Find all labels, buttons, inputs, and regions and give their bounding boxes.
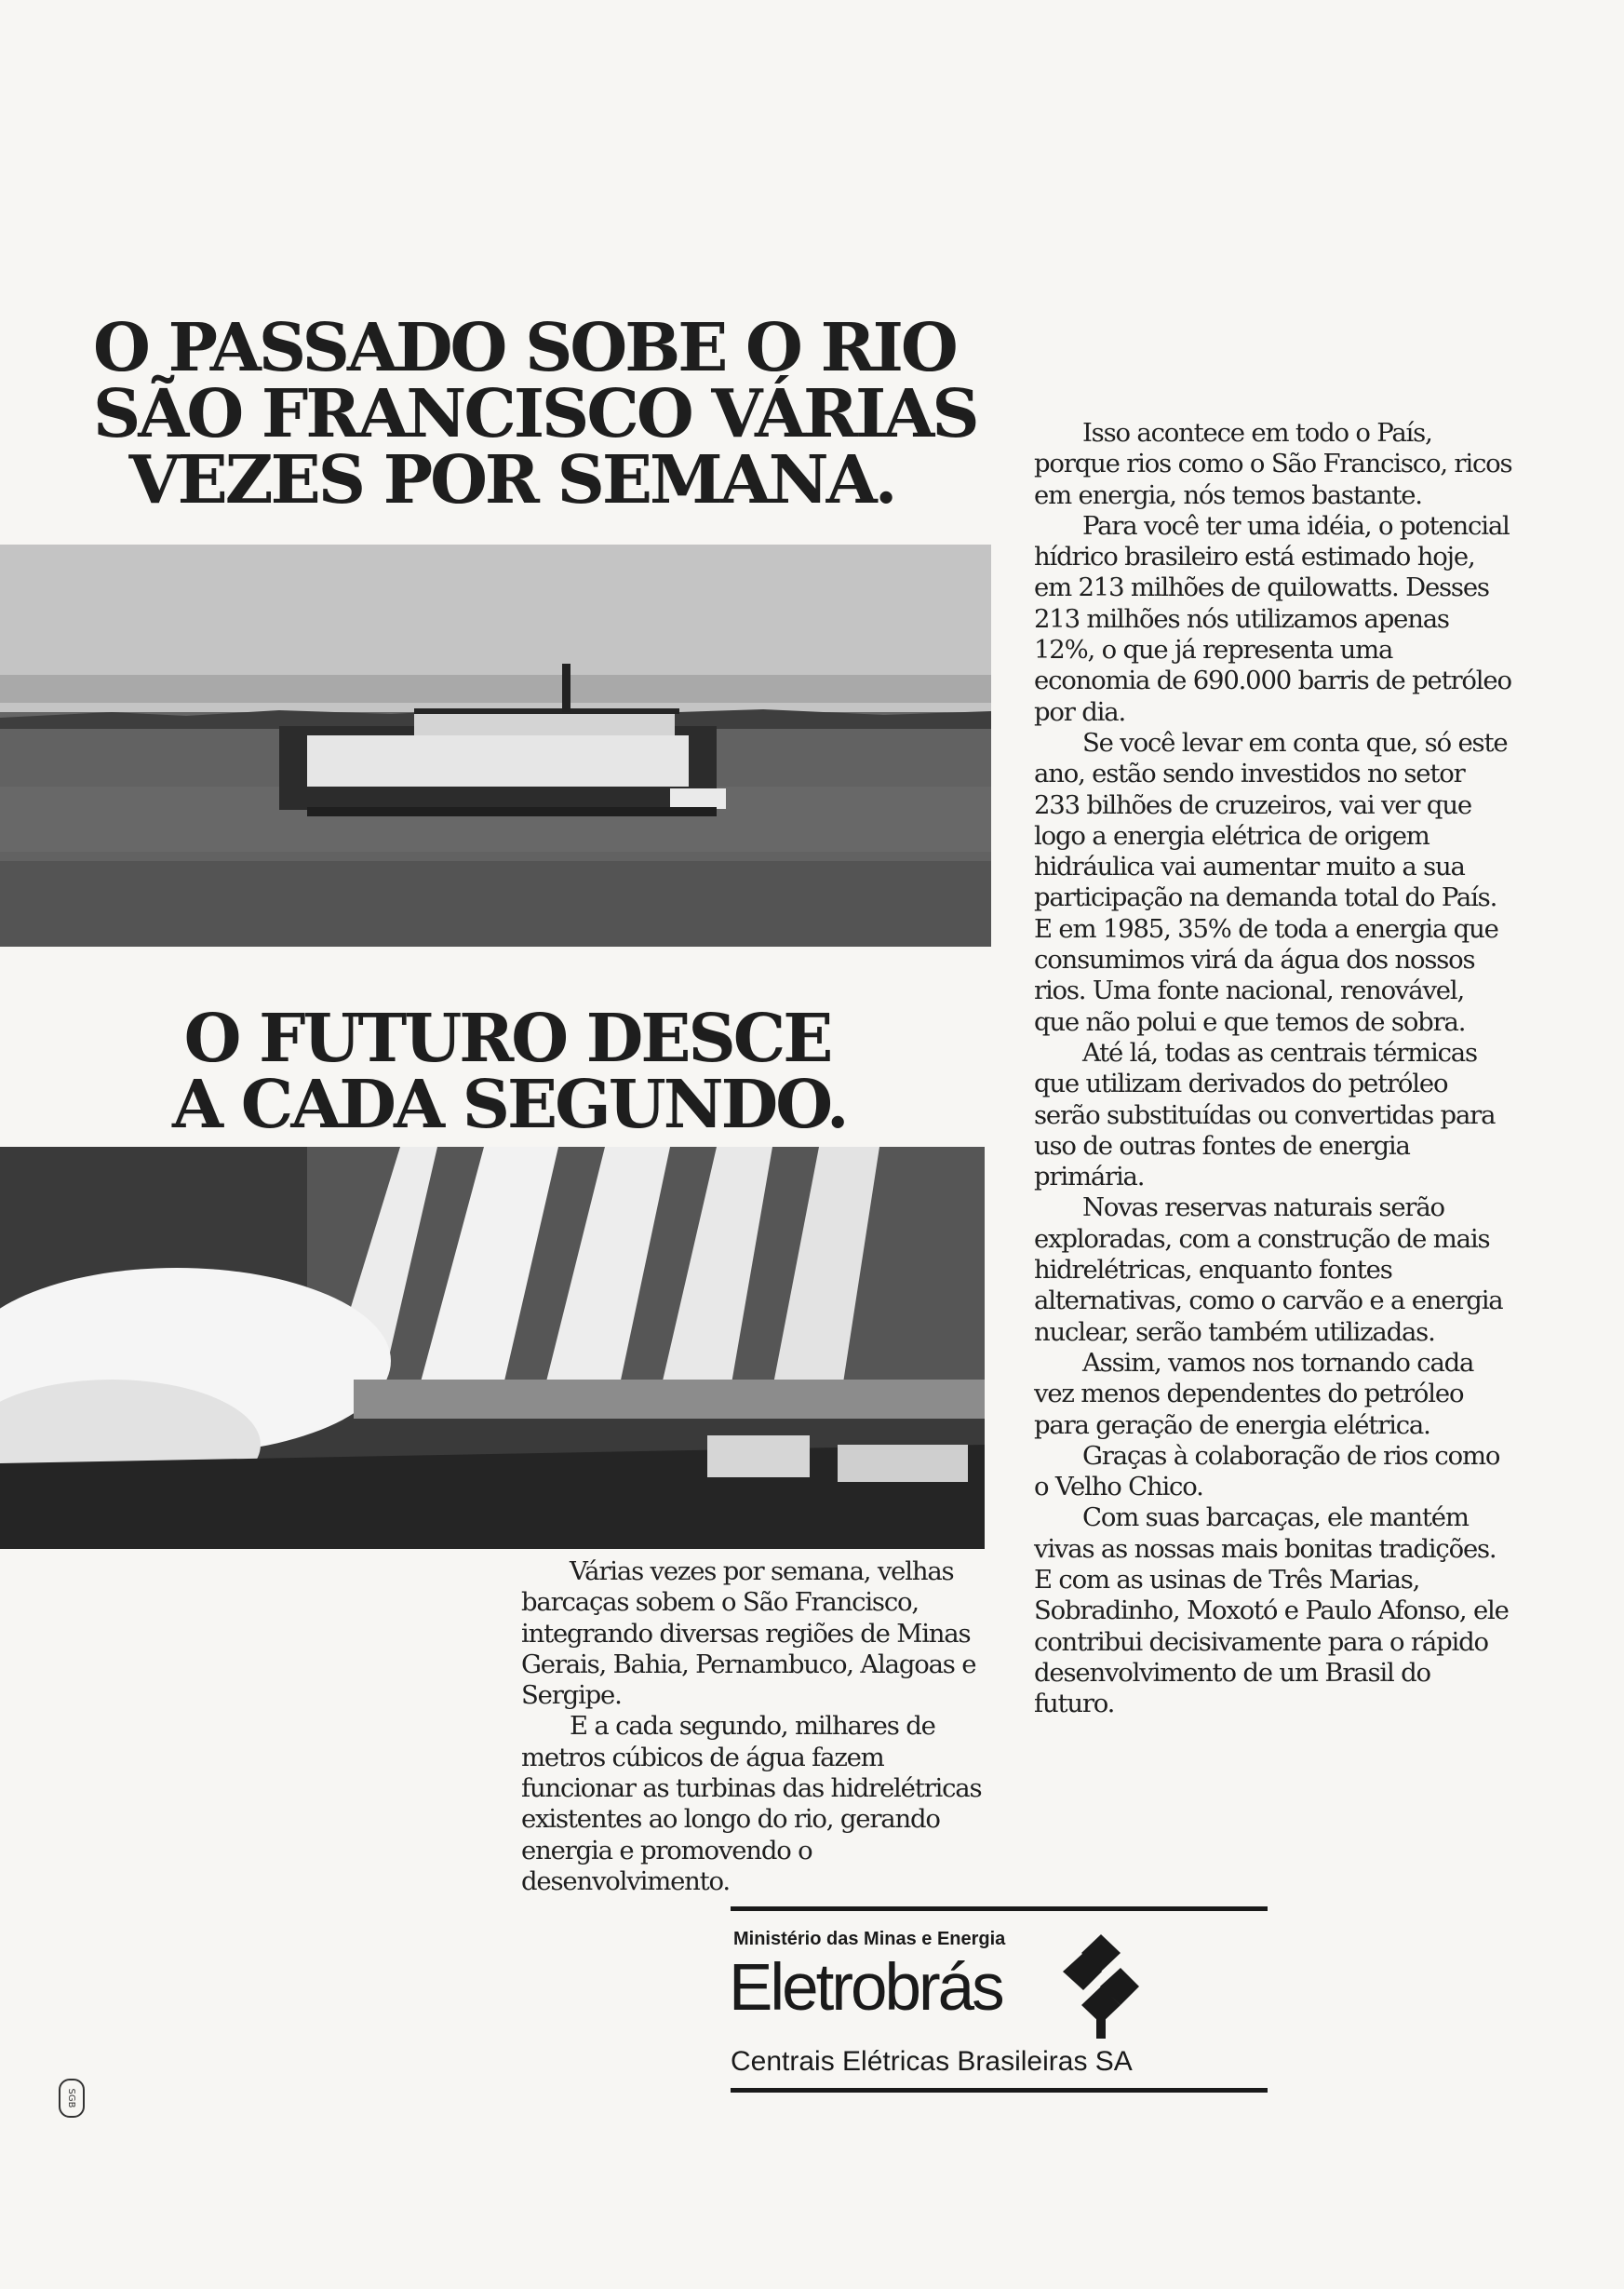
headline-past [93, 308, 977, 518]
headline-line: O PASSADO SOBE O RIO [93, 308, 956, 386]
body-paragraph: Para você ter uma idéia, o potencial hídrico brasileiro está estimado hoje, em 213 milhões de quilowatts. Desses 213 milhões nós utilizamos apenas 12%, o que já representa uma economia de 690.000 barris de petróleo por dia. [1034, 510, 1511, 727]
agency-mark [58, 2078, 86, 2119]
body-paragraph: Assim, vamos nos tornando cada vez menos dependentes do petróleo para geração de energia elétrica. [1034, 1347, 1474, 1440]
body-paragraph: Com suas barcaças, ele mantém vivas as nossas mais bonitas tradições. E com as usinas de Três Marias, Sobradinho, Moxotó e Paulo Afonso, ele contribui decisivamente para o rápido desenvolvimento de um Brasil do futuro. [1034, 1502, 1509, 1719]
company-subtitle: Centrais Elétricas Brasileiras SA [731, 2046, 1133, 2077]
body-paragraph: Se você levar em conta que, só este ano, estão sendo investidos no setor 233 bilhões de cruzeiros, vai ver que logo a energia elétrica de origem hidráulica vai aumentar muito a sua participação na demanda total do País. E em 1985, 35% de toda a energia que consumimos virá da água dos nossos rios. Uma fonte nacional, renovável, que não polui e que temos de sobra. [1034, 727, 1508, 1037]
bottom-body-copy [521, 1556, 991, 1897]
dam-spillway-photo [0, 1147, 985, 1549]
headline-line: A CADA SEGUNDO. [172, 1065, 847, 1143]
body-paragraph: E a cada segundo, milhares de metros cúbicos de água fazem funcionar as turbinas das hidrelétricas existentes ao longo do rio, gerando energia e promovendo o desenvolvimento. [521, 1711, 982, 1896]
eletrobras-logo-block [731, 1906, 1268, 2097]
body-paragraph: Isso acontece em todo o País, porque rios como o São Francisco, ricos em energia, nós temos bastante. [1034, 418, 1512, 510]
eletrobras-symbol-icon [1063, 1934, 1139, 2039]
headline-line: VEZES POR SEMANA. [128, 440, 895, 518]
body-paragraph: Até lá, todas as centrais térmicas que utilizam derivados do petróleo serão substituídas ou convertidas para uso de outras fontes de energia primária. [1034, 1037, 1496, 1192]
logo-bottom-rule [731, 2088, 1268, 2093]
body-paragraph: Novas reservas naturais serão exploradas, com a construção de mais hidrelétricas, enquanto fontes alternativas, como o carvão e a energia nuclear, serão também utilizadas. [1034, 1192, 1503, 1347]
body-paragraph: Graças à colaboração de rios como o Velho Chico. [1034, 1440, 1500, 1502]
agency-mark-text: SGB [66, 2088, 76, 2108]
headline-line: SÃO FRANCISCO VÁRIAS [93, 374, 977, 452]
headline-line: O FUTURO DESCE [183, 999, 831, 1077]
logo-top-rule [731, 1906, 1268, 1911]
right-body-copy [1034, 418, 1513, 1719]
body-paragraph: Várias vezes por semana, velhas barcaças sobem o São Francisco, integrando diversas regiões de Minas Gerais, Bahia, Pernambuco, Alagoas e Sergipe. [521, 1556, 976, 1711]
headline-future [172, 999, 847, 1143]
riverboat-photo [0, 545, 991, 947]
brand-name: Eletrobrás [729, 1951, 1002, 2025]
ministry-label: Ministério das Minas e Energia [733, 1929, 1006, 1949]
